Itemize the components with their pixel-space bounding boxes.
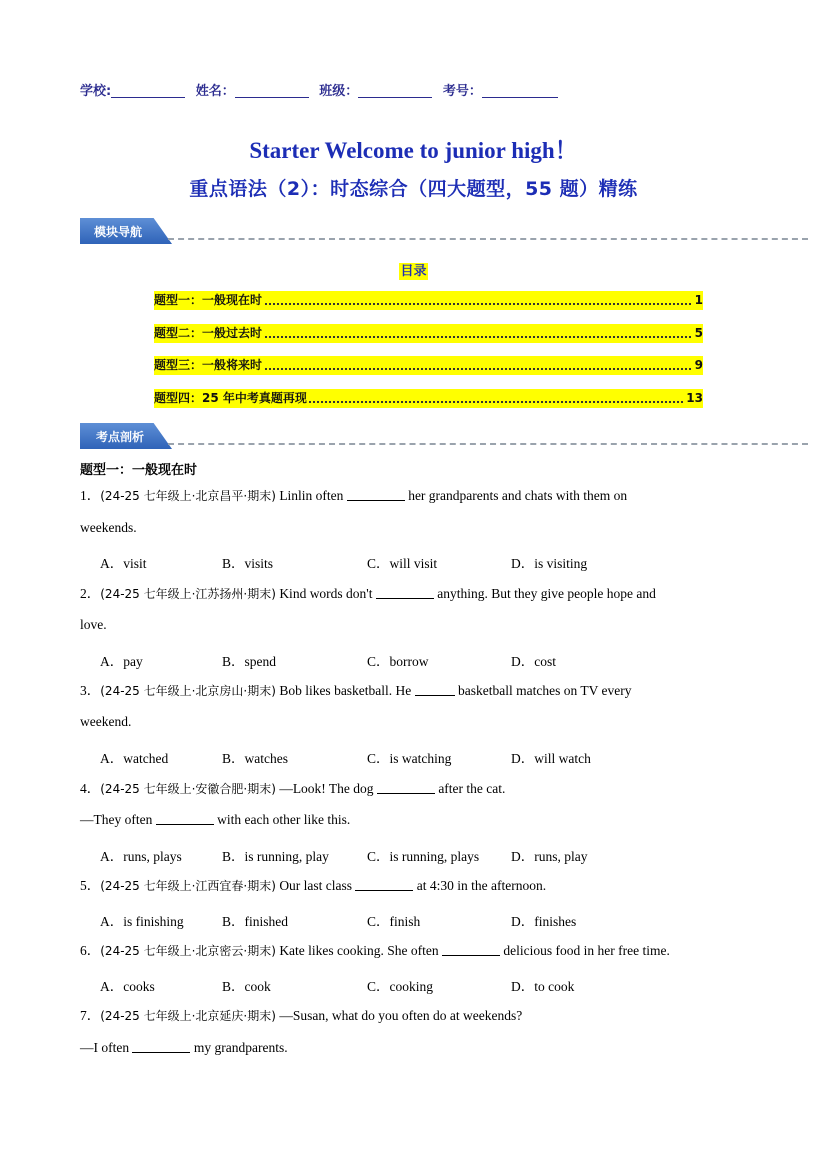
answer-blank[interactable] (415, 683, 455, 696)
question-source: (24-25 七年级上·北京密云·期末) (100, 944, 276, 958)
question-source: (24-25 七年级上·北京昌平·期末) (100, 489, 276, 503)
exam-no-field[interactable] (482, 83, 558, 98)
question-source: (24-25 七年级上·江苏扬州·期末) (100, 587, 276, 601)
option-b[interactable]: B．watches (222, 751, 288, 766)
option-d[interactable]: D．cost (511, 654, 556, 669)
question-continuation: —I often my grandparents. (80, 1040, 288, 1055)
question-2: 2．(24-25 七年级上·江苏扬州·期末) Kind words don't anything. But they give people hope and (80, 586, 656, 601)
toc-item[interactable]: 题型一：一般现在时 1 (154, 291, 703, 310)
class-field[interactable] (358, 83, 432, 98)
option-a[interactable]: A．cooks (100, 979, 155, 994)
option-d[interactable]: D．will watch (511, 751, 591, 766)
option-c[interactable]: C．cooking (367, 979, 433, 994)
question-continuation: —They often with each other like this. (80, 812, 351, 827)
option-c[interactable]: C．is watching (367, 751, 452, 766)
question-3: 3．(24-25 七年级上·北京房山·期末) Bob likes basketball. He basketball matches on TV every (80, 683, 632, 698)
school-label: 学校: (80, 84, 112, 99)
option-d[interactable]: D．finishes (511, 914, 577, 929)
exam-no-label: 考号： (442, 84, 482, 99)
answer-blank[interactable] (132, 1040, 190, 1053)
option-b[interactable]: B．spend (222, 654, 276, 669)
answer-blank[interactable] (442, 943, 500, 956)
option-c[interactable]: C．is running, plays (367, 849, 480, 864)
option-b[interactable]: B．cook (222, 979, 271, 994)
question-1: 1．(24-25 七年级上·北京昌平·期末) Linlin often her grandparents and chats with them on (80, 488, 628, 503)
answer-blank[interactable] (376, 586, 434, 599)
name-label: 姓名： (195, 84, 235, 99)
question-5: 5．(24-25 七年级上·江西宜春·期末) Our last class at 4:30 in the afternoon. (80, 878, 547, 893)
option-c[interactable]: C．borrow (367, 654, 429, 669)
section-heading: 题型一：一般现在时 (80, 463, 198, 478)
class-label: 班级： (319, 84, 359, 99)
module-nav-tag (80, 218, 740, 244)
toc-item[interactable]: 题型四：25 年中考真题再现 13 (154, 389, 703, 408)
page-subtitle: 重点语法（2）：时态综合（四大题型，55 题）精练 (189, 178, 638, 200)
analysis-tag (80, 423, 740, 449)
module-nav-label: 模块导航 (94, 225, 143, 239)
question-continuation: weekends. (80, 520, 137, 535)
option-b[interactable]: B．finished (222, 914, 288, 929)
question-continuation: love. (80, 617, 107, 632)
divider (168, 238, 808, 240)
question-6: 6．(24-25 七年级上·北京密云·期末) Kate likes cooking. She often delicious food in her free time. (80, 943, 670, 958)
option-a[interactable]: A．watched (100, 751, 169, 766)
divider (168, 443, 808, 445)
option-a[interactable]: A．visit (100, 556, 147, 571)
answer-blank[interactable] (377, 781, 435, 794)
option-b[interactable]: B．visits (222, 556, 274, 571)
toc-item[interactable]: 题型二：一般过去时 5 (154, 324, 703, 343)
option-d[interactable]: D．is visiting (511, 556, 588, 571)
question-source: (24-25 七年级上·北京延庆·期末) (100, 1009, 276, 1023)
analysis-label: 考点剖析 (96, 430, 145, 444)
option-a[interactable]: A．pay (100, 654, 143, 669)
name-field[interactable] (235, 83, 309, 98)
option-a[interactable]: A．runs, plays (100, 849, 182, 864)
option-c[interactable]: C．finish (367, 914, 421, 929)
page-title: Starter Welcome to junior high！ (249, 138, 578, 163)
option-b[interactable]: B．is running, play (222, 849, 329, 864)
answer-blank[interactable] (347, 488, 405, 501)
toc-heading: 目录 (400, 264, 427, 279)
question-continuation: weekend. (80, 714, 132, 729)
option-a[interactable]: A．is finishing (100, 914, 184, 929)
answer-blank[interactable] (355, 878, 413, 891)
question-source: (24-25 七年级上·安徽合肥·期末) (100, 782, 276, 796)
option-c[interactable]: C．will visit (367, 556, 438, 571)
question-4: 4．(24-25 七年级上·安徽合肥·期末) —Look! The dog after the cat. (80, 781, 506, 796)
question-source: (24-25 七年级上·北京房山·期末) (100, 684, 276, 698)
student-info-line (80, 80, 564, 99)
school-field[interactable] (111, 83, 185, 98)
toc-item[interactable]: 题型三：一般将来时 9 (154, 356, 703, 375)
option-d[interactable]: D．runs, play (511, 849, 588, 864)
question-7: 7．(24-25 七年级上·北京延庆·期末) —Susan, what do you often do at weekends? (80, 1008, 523, 1023)
option-d[interactable]: D．to cook (511, 979, 575, 994)
question-source: (24-25 七年级上·江西宜春·期末) (100, 879, 276, 893)
answer-blank[interactable] (156, 812, 214, 825)
